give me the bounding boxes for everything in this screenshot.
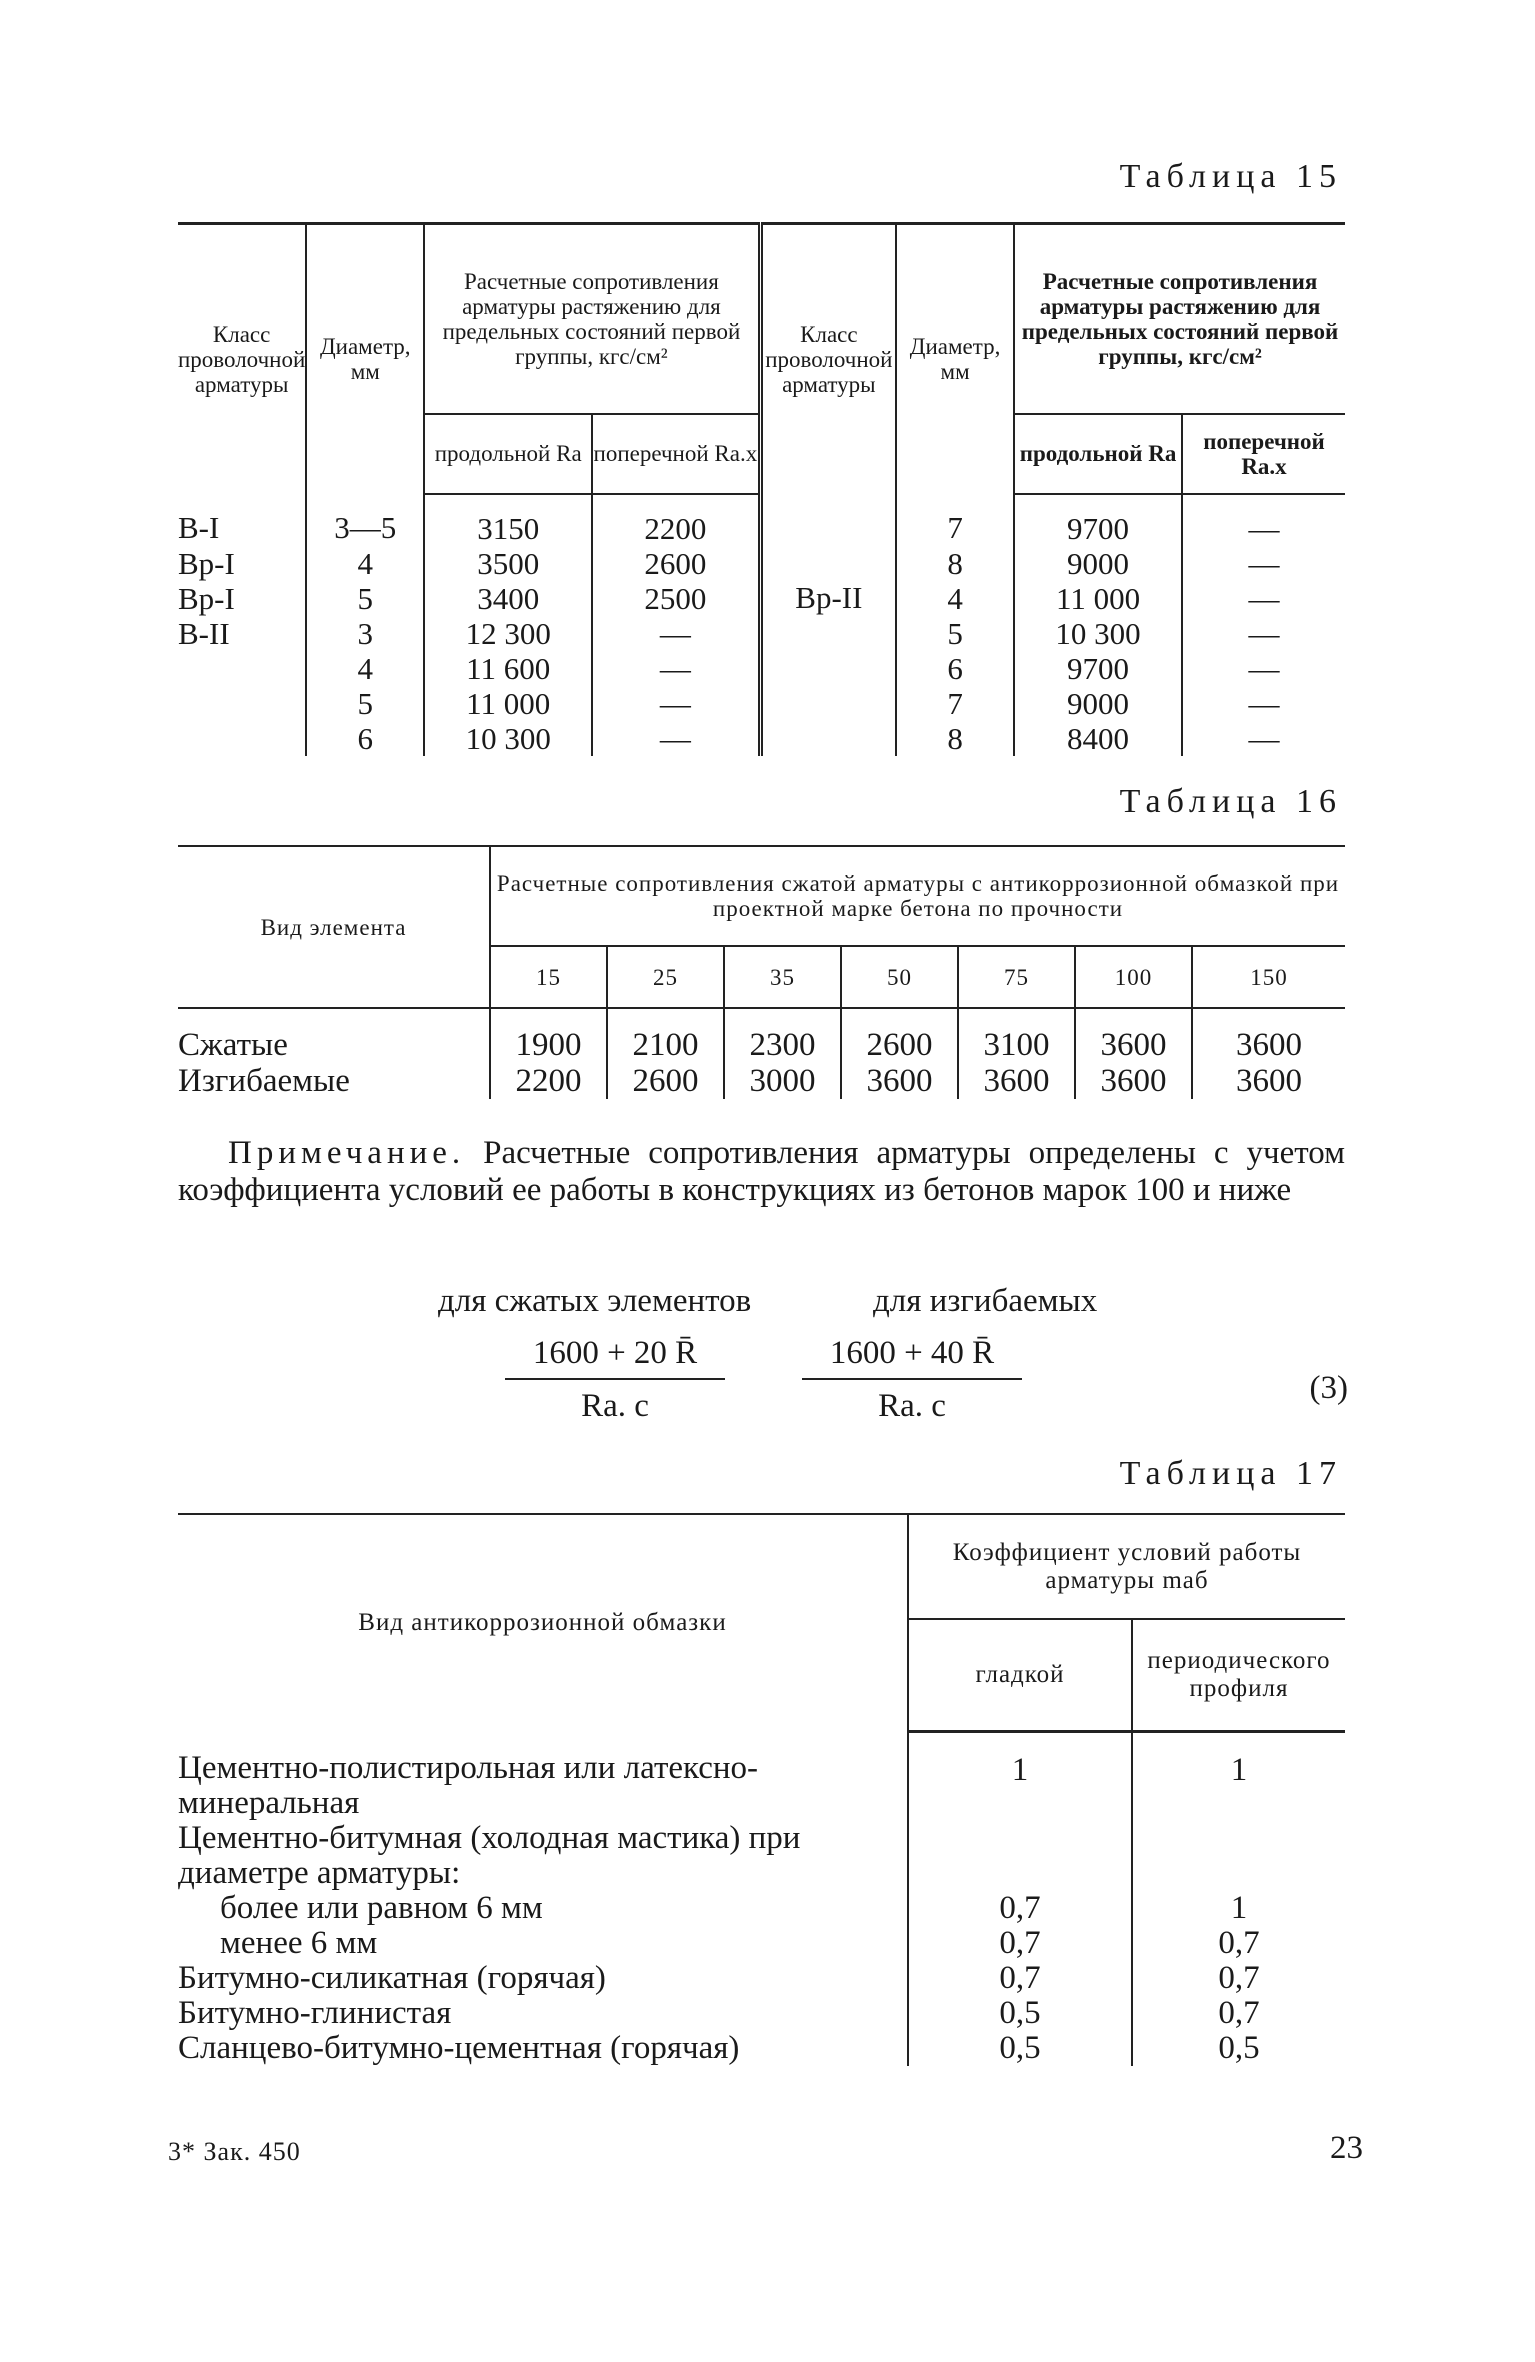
t15-header-trans-right: поперечной Rа.х <box>1182 414 1345 494</box>
t16-cell: 2100 <box>607 1008 724 1063</box>
t15-cell: 8 <box>896 546 1014 581</box>
t15-cell: 2500 <box>592 581 760 616</box>
t15-cell: 9000 <box>1014 546 1182 581</box>
t17-cell: 0,7 <box>908 1961 1132 1996</box>
t15-cell: 3 <box>306 616 424 651</box>
formula-right-denominator: Rа. с <box>878 1388 946 1424</box>
t15-cell: 8400 <box>1014 721 1182 756</box>
t17-cell: 0,5 <box>908 1996 1132 2031</box>
t16-header-element: Вид элемента <box>178 846 490 1008</box>
t15-header-diameter-right: Диаметр, мм <box>896 224 1014 494</box>
t16-header-grade: 15 <box>490 946 607 1008</box>
t15-cell: 12 300 <box>424 616 592 651</box>
t15-cell: 11 000 <box>1014 581 1182 616</box>
t15-header-long-right: продольной Rа <box>1014 414 1182 494</box>
t15-cell: 10 300 <box>424 721 592 756</box>
t15-header-long: продольной Rа <box>424 414 592 494</box>
t17-cell: 0,7 <box>1132 1926 1345 1961</box>
t16-header-grade: 35 <box>724 946 841 1008</box>
t17-cell: 0,7 <box>908 1926 1132 1961</box>
t17-cell <box>1132 1821 1345 1891</box>
t15-cell: 9700 <box>1014 651 1182 686</box>
table-16-note <box>178 1135 1345 1209</box>
t15-cell: 2600 <box>592 546 760 581</box>
table-17-title: Таблица 17 <box>1119 1455 1342 1492</box>
t15-cell: 7 <box>896 686 1014 721</box>
table-16 <box>178 845 1345 1099</box>
t15-cell: 4 <box>306 546 424 581</box>
t15-cell: — <box>1182 494 1345 546</box>
t16-cell: 3600 <box>1075 1008 1192 1063</box>
footer-order-number: 3* Зак. 450 <box>168 2137 301 2166</box>
t15-cell: 4 <box>896 581 1014 616</box>
table-row <box>178 1731 1345 1821</box>
t17-cell: 0,7 <box>1132 1961 1345 1996</box>
t16-header-group: Расчетные сопротивления сжатой арматуры с антикоррозионной обмазкой при проектной марке бетона по прочности <box>490 846 1345 946</box>
t16-header-grade: 25 <box>607 946 724 1008</box>
t17-cell: 1 <box>1132 1731 1345 1821</box>
t16-cell: 2600 <box>841 1008 958 1063</box>
t15-cell: 5 <box>896 616 1014 651</box>
t17-header-periodic: периодического профиля <box>1132 1619 1345 1731</box>
t15-cell: 3500 <box>424 546 592 581</box>
t15-cell: 5 <box>306 686 424 721</box>
t17-row-desc: Цементно-полистирольная или латексно-минеральная <box>178 1750 759 1821</box>
t17-row-desc: Сланцево-битумно-цементная (горячая) <box>178 2030 740 2066</box>
t17-header-smooth: гладкой <box>908 1619 1132 1731</box>
formula-left-label: для сжатых элементов <box>438 1283 752 1319</box>
formula-right-fraction <box>802 1335 1022 1425</box>
note-text: Расчетные сопротивления арматуры определены с учетом коэффициента условий ее работы в конструкциях из бетонов марок 100 и ниже <box>178 1135 1346 1208</box>
table-row <box>178 494 1345 546</box>
t16-cell: 3600 <box>1192 1008 1345 1063</box>
formula-right-label: для изгибаемых <box>873 1283 1098 1319</box>
t15-cell: В-II <box>178 615 230 651</box>
t15-cell: — <box>592 721 760 756</box>
t15-cell: — <box>1182 721 1345 756</box>
t15-cell: — <box>1182 546 1345 581</box>
t15-cell: 6 <box>306 721 424 756</box>
t16-cell: 3600 <box>1192 1063 1345 1099</box>
table-row <box>178 1008 1345 1063</box>
t15-cell-class-right: Вр-II <box>760 494 896 756</box>
t15-cell: Вр-I <box>178 580 235 616</box>
t15-header-resistance-right: Расчетные сопротивления арматуры растяжению для предельных состояний первой группы, кгс/см² <box>1014 224 1345 414</box>
note-label: Примечание. <box>228 1135 466 1171</box>
t16-cell: 3100 <box>958 1008 1075 1063</box>
t16-cell: 2300 <box>724 1008 841 1063</box>
t16-cell: 2600 <box>607 1063 724 1099</box>
t17-row-desc: менее 6 мм <box>220 1925 378 1961</box>
t16-cell: 3000 <box>724 1063 841 1099</box>
t17-row-desc: Цементно-битумная (холодная мастика) при диаметре арматуры: <box>178 1820 801 1891</box>
t15-cell: 7 <box>896 494 1014 546</box>
t15-cell: 8 <box>896 721 1014 756</box>
t15-cell <box>178 651 306 686</box>
t16-header-grade: 150 <box>1192 946 1345 1008</box>
table-row <box>178 1996 1345 2031</box>
t15-header-class-right: Класс проволочной арматуры <box>760 224 896 494</box>
t15-cell: 3—5 <box>306 494 424 546</box>
t17-cell: 0,7 <box>908 1891 1132 1926</box>
t15-header-resistance: Расчетные сопротивления арматуры растяжению для предельных состояний первой группы, кгс/см² <box>424 224 760 414</box>
t15-cell: 9000 <box>1014 686 1182 721</box>
formula-left-fraction <box>505 1335 725 1425</box>
t15-cell: 5 <box>306 581 424 616</box>
t15-cell: — <box>592 686 760 721</box>
page-number: 23 <box>1330 2130 1363 2166</box>
formula-left-denominator: Rа. с <box>581 1388 649 1424</box>
t15-cell: 2200 <box>592 494 760 546</box>
t15-cell: 11 000 <box>424 686 592 721</box>
table-row <box>178 1063 1345 1099</box>
t15-cell <box>178 686 306 721</box>
t15-cell: — <box>1182 651 1345 686</box>
t15-cell: — <box>592 651 760 686</box>
t15-cell: 6 <box>896 651 1014 686</box>
t16-header-grade: 100 <box>1075 946 1192 1008</box>
t16-row-name: Изгибаемые <box>178 1063 350 1099</box>
t17-cell: 0,5 <box>908 2031 1132 2066</box>
t16-cell: 3600 <box>841 1063 958 1099</box>
t16-cell: 1900 <box>490 1008 607 1063</box>
t15-cell: — <box>592 616 760 651</box>
t15-cell: 4 <box>306 651 424 686</box>
formula-number: (3) <box>1309 1370 1348 1406</box>
t17-row-desc: Битумно-глинистая <box>178 1995 452 2031</box>
table-row <box>178 1961 1345 1996</box>
t16-row-name: Сжатые <box>178 1027 288 1063</box>
table-row <box>178 1891 1345 1926</box>
t15-cell: — <box>1182 581 1345 616</box>
t15-cell: 11 600 <box>424 651 592 686</box>
t17-header-coef: Коэффициент условий работы арматуры mаб <box>908 1514 1345 1619</box>
t15-cell: Вр-I <box>178 545 235 581</box>
t17-cell: 0,7 <box>1132 1996 1345 2031</box>
table-row <box>178 1926 1345 1961</box>
t16-cell: 3600 <box>958 1063 1075 1099</box>
t15-cell <box>178 721 306 756</box>
t15-cell: В-I <box>178 510 220 545</box>
t15-cell: 3150 <box>424 494 592 546</box>
t15-header-trans: поперечной Rа.х <box>592 414 760 494</box>
t17-header-type: Вид антикоррозионной обмазки <box>178 1514 908 1731</box>
t15-cell: 10 300 <box>1014 616 1182 651</box>
table-15 <box>178 222 1345 756</box>
t17-cell <box>908 1821 1132 1891</box>
t15-cell: 9700 <box>1014 494 1182 546</box>
t17-cell: 0,5 <box>1132 2031 1345 2066</box>
t15-cell: — <box>1182 686 1345 721</box>
formula-right-numerator: 1600 + 40 R̄ <box>802 1335 1022 1380</box>
t15-header-class: Класс проволочной арматуры <box>178 224 306 494</box>
table-17 <box>178 1513 1345 2066</box>
table-row <box>178 2031 1345 2066</box>
t17-cell: 1 <box>1132 1891 1345 1926</box>
t15-header-diameter: Диаметр, мм <box>306 224 424 494</box>
t17-cell: 1 <box>908 1731 1132 1821</box>
formula-left-numerator: 1600 + 20 R̄ <box>505 1335 725 1380</box>
t16-cell: 2200 <box>490 1063 607 1099</box>
table-row <box>178 1821 1345 1891</box>
t17-row-desc: Битумно-силикатная (горячая) <box>178 1960 606 1996</box>
table-15-title: Таблица 15 <box>1119 158 1342 195</box>
t16-header-grade: 50 <box>841 946 958 1008</box>
t17-row-desc: более или равном 6 мм <box>220 1890 543 1926</box>
t15-cell: — <box>1182 616 1345 651</box>
t15-cell: 3400 <box>424 581 592 616</box>
t16-header-grade: 75 <box>958 946 1075 1008</box>
t16-cell: 3600 <box>1075 1063 1192 1099</box>
table-16-title: Таблица 16 <box>1119 783 1342 820</box>
